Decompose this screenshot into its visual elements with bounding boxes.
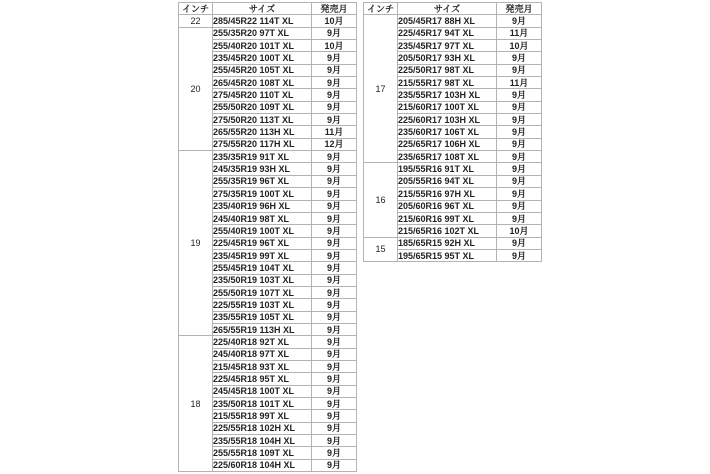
release-month-cell: 9月	[312, 52, 357, 64]
tire-table-right	[363, 2, 542, 262]
header-row	[364, 3, 542, 15]
release-month-cell: 9月	[312, 348, 357, 360]
release-month-cell: 9月	[312, 286, 357, 298]
inch-group-cell: 15	[364, 237, 398, 262]
release-month-cell: 9月	[312, 336, 357, 348]
size-cell: 255/45R20 105T XL	[213, 64, 312, 76]
size-cell: 255/35R20 97T XL	[213, 27, 312, 39]
release-month-cell: 10月	[497, 225, 542, 237]
size-cell: 205/50R17 93H XL	[398, 52, 497, 64]
release-month-cell: 9月	[497, 188, 542, 200]
release-month-cell: 9月	[312, 410, 357, 422]
inch-group-cell: 17	[364, 15, 398, 163]
size-cell: 245/40R18 97T XL	[213, 348, 312, 360]
size-cell: 245/35R19 93H XL	[213, 163, 312, 175]
size-cell: 265/55R19 113H XL	[213, 323, 312, 335]
size-cell: 265/45R20 108T XL	[213, 77, 312, 89]
release-month-cell: 9月	[312, 101, 357, 113]
release-month-cell: 9月	[497, 212, 542, 224]
table-row	[364, 163, 542, 175]
column-header-month: 発売月	[312, 3, 357, 15]
size-cell: 235/50R19 103T XL	[213, 274, 312, 286]
release-month-cell: 10月	[312, 40, 357, 52]
release-month-cell: 9月	[312, 64, 357, 76]
size-cell: 205/45R17 88H XL	[398, 15, 497, 27]
table-row	[179, 15, 357, 27]
release-month-cell: 9月	[312, 175, 357, 187]
release-month-cell: 9月	[312, 323, 357, 335]
release-month-cell: 9月	[312, 212, 357, 224]
size-cell: 195/65R15 95T XL	[398, 249, 497, 261]
size-cell: 235/55R19 105T XL	[213, 311, 312, 323]
release-month-cell: 9月	[312, 188, 357, 200]
release-month-cell: 9月	[312, 311, 357, 323]
release-month-cell: 9月	[312, 151, 357, 163]
release-month-cell: 9月	[312, 385, 357, 397]
release-month-cell: 9月	[312, 360, 357, 372]
size-cell: 225/55R19 103T XL	[213, 299, 312, 311]
column-header-inch: インチ	[364, 3, 398, 15]
column-header-size: サイズ	[213, 3, 312, 15]
inch-group-cell: 19	[179, 151, 213, 336]
size-cell: 215/55R17 98T XL	[398, 77, 497, 89]
size-cell: 255/35R19 96T XL	[213, 175, 312, 187]
size-cell: 195/55R16 91T XL	[398, 163, 497, 175]
size-cell: 225/50R17 98T XL	[398, 64, 497, 76]
release-month-cell: 9月	[312, 373, 357, 385]
release-month-cell: 9月	[312, 237, 357, 249]
size-cell: 235/55R18 104H XL	[213, 435, 312, 447]
release-month-cell: 9月	[312, 459, 357, 471]
size-cell: 205/60R16 96T XL	[398, 200, 497, 212]
release-month-cell: 9月	[497, 114, 542, 126]
release-month-cell: 9月	[312, 89, 357, 101]
inch-group-cell: 18	[179, 336, 213, 472]
release-month-cell: 9月	[497, 163, 542, 175]
size-cell: 215/45R18 93T XL	[213, 360, 312, 372]
size-cell: 255/40R20 101T XL	[213, 40, 312, 52]
release-month-cell: 9月	[312, 398, 357, 410]
size-cell: 215/55R16 97H XL	[398, 188, 497, 200]
size-cell: 225/60R18 104H XL	[213, 459, 312, 471]
release-month-cell: 9月	[312, 114, 357, 126]
size-cell: 225/60R17 103H XL	[398, 114, 497, 126]
table-row	[364, 237, 542, 249]
release-month-cell: 9月	[312, 262, 357, 274]
release-month-cell: 9月	[497, 64, 542, 76]
size-cell: 235/40R19 96H XL	[213, 200, 312, 212]
size-cell: 285/45R22 114T XL	[213, 15, 312, 27]
release-month-cell: 9月	[312, 274, 357, 286]
release-month-cell: 9月	[312, 299, 357, 311]
release-month-cell: 12月	[312, 138, 357, 150]
size-cell: 235/60R17 106T XL	[398, 126, 497, 138]
size-cell: 215/60R16 99T XL	[398, 212, 497, 224]
size-cell: 235/50R18 101T XL	[213, 398, 312, 410]
size-cell: 215/60R17 100T XL	[398, 101, 497, 113]
size-cell: 275/35R19 100T XL	[213, 188, 312, 200]
size-cell: 255/50R20 109T XL	[213, 101, 312, 113]
release-month-cell: 9月	[312, 447, 357, 459]
release-month-cell: 9月	[312, 435, 357, 447]
release-month-cell: 9月	[497, 200, 542, 212]
size-cell: 225/45R17 94T XL	[398, 27, 497, 39]
size-cell: 225/40R18 92T XL	[213, 336, 312, 348]
release-month-cell: 11月	[497, 77, 542, 89]
release-month-cell: 9月	[497, 237, 542, 249]
release-month-cell: 9月	[497, 138, 542, 150]
release-month-cell: 9月	[312, 77, 357, 89]
release-month-cell: 9月	[497, 151, 542, 163]
release-month-cell: 9月	[497, 175, 542, 187]
size-cell: 215/55R18 99T XL	[213, 410, 312, 422]
release-month-cell: 9月	[312, 163, 357, 175]
size-cell: 225/55R18 102H XL	[213, 422, 312, 434]
size-cell: 275/50R20 113T XL	[213, 114, 312, 126]
release-month-cell: 9月	[497, 101, 542, 113]
release-month-cell: 9月	[312, 200, 357, 212]
column-header-size: サイズ	[398, 3, 497, 15]
size-cell: 225/45R18 95T XL	[213, 373, 312, 385]
release-month-cell: 9月	[497, 126, 542, 138]
release-month-cell: 9月	[312, 249, 357, 261]
size-cell: 245/40R19 98T XL	[213, 212, 312, 224]
release-month-cell: 9月	[312, 27, 357, 39]
size-cell: 245/45R18 100T XL	[213, 385, 312, 397]
release-month-cell: 10月	[312, 15, 357, 27]
tire-table-left	[178, 2, 357, 472]
release-month-cell: 9月	[312, 225, 357, 237]
header-row	[179, 3, 357, 15]
size-cell: 255/55R18 109T XL	[213, 447, 312, 459]
column-header-inch: インチ	[179, 3, 213, 15]
size-cell: 255/50R19 107T XL	[213, 286, 312, 298]
release-month-cell: 11月	[497, 27, 542, 39]
release-month-cell: 9月	[497, 52, 542, 64]
size-cell: 205/55R16 94T XL	[398, 175, 497, 187]
size-cell: 255/45R19 104T XL	[213, 262, 312, 274]
release-month-cell: 9月	[497, 89, 542, 101]
size-cell: 235/45R20 100T XL	[213, 52, 312, 64]
size-cell: 185/65R15 92H XL	[398, 237, 497, 249]
release-month-cell: 9月	[497, 15, 542, 27]
inch-group-cell: 20	[179, 27, 213, 150]
column-header-month: 発売月	[497, 3, 542, 15]
release-month-cell: 9月	[312, 422, 357, 434]
size-cell: 215/65R16 102T XL	[398, 225, 497, 237]
table-row	[364, 15, 542, 27]
size-cell: 235/65R17 108T XL	[398, 151, 497, 163]
table-row	[179, 336, 357, 348]
size-cell: 265/55R20 113H XL	[213, 126, 312, 138]
size-cell: 275/55R20 117H XL	[213, 138, 312, 150]
release-month-cell: 10月	[497, 40, 542, 52]
inch-group-cell: 22	[179, 15, 213, 27]
table-row	[179, 27, 357, 39]
release-month-cell: 9月	[497, 249, 542, 261]
size-cell: 235/45R17 97T XL	[398, 40, 497, 52]
size-cell: 255/40R19 100T XL	[213, 225, 312, 237]
size-cell: 275/45R20 110T XL	[213, 89, 312, 101]
size-cell: 235/35R19 91T XL	[213, 151, 312, 163]
table-row	[179, 151, 357, 163]
release-month-cell: 11月	[312, 126, 357, 138]
size-cell: 235/45R19 99T XL	[213, 249, 312, 261]
size-cell: 225/65R17 106H XL	[398, 138, 497, 150]
size-cell: 225/45R19 96T XL	[213, 237, 312, 249]
size-cell: 235/55R17 103H XL	[398, 89, 497, 101]
inch-group-cell: 16	[364, 163, 398, 237]
